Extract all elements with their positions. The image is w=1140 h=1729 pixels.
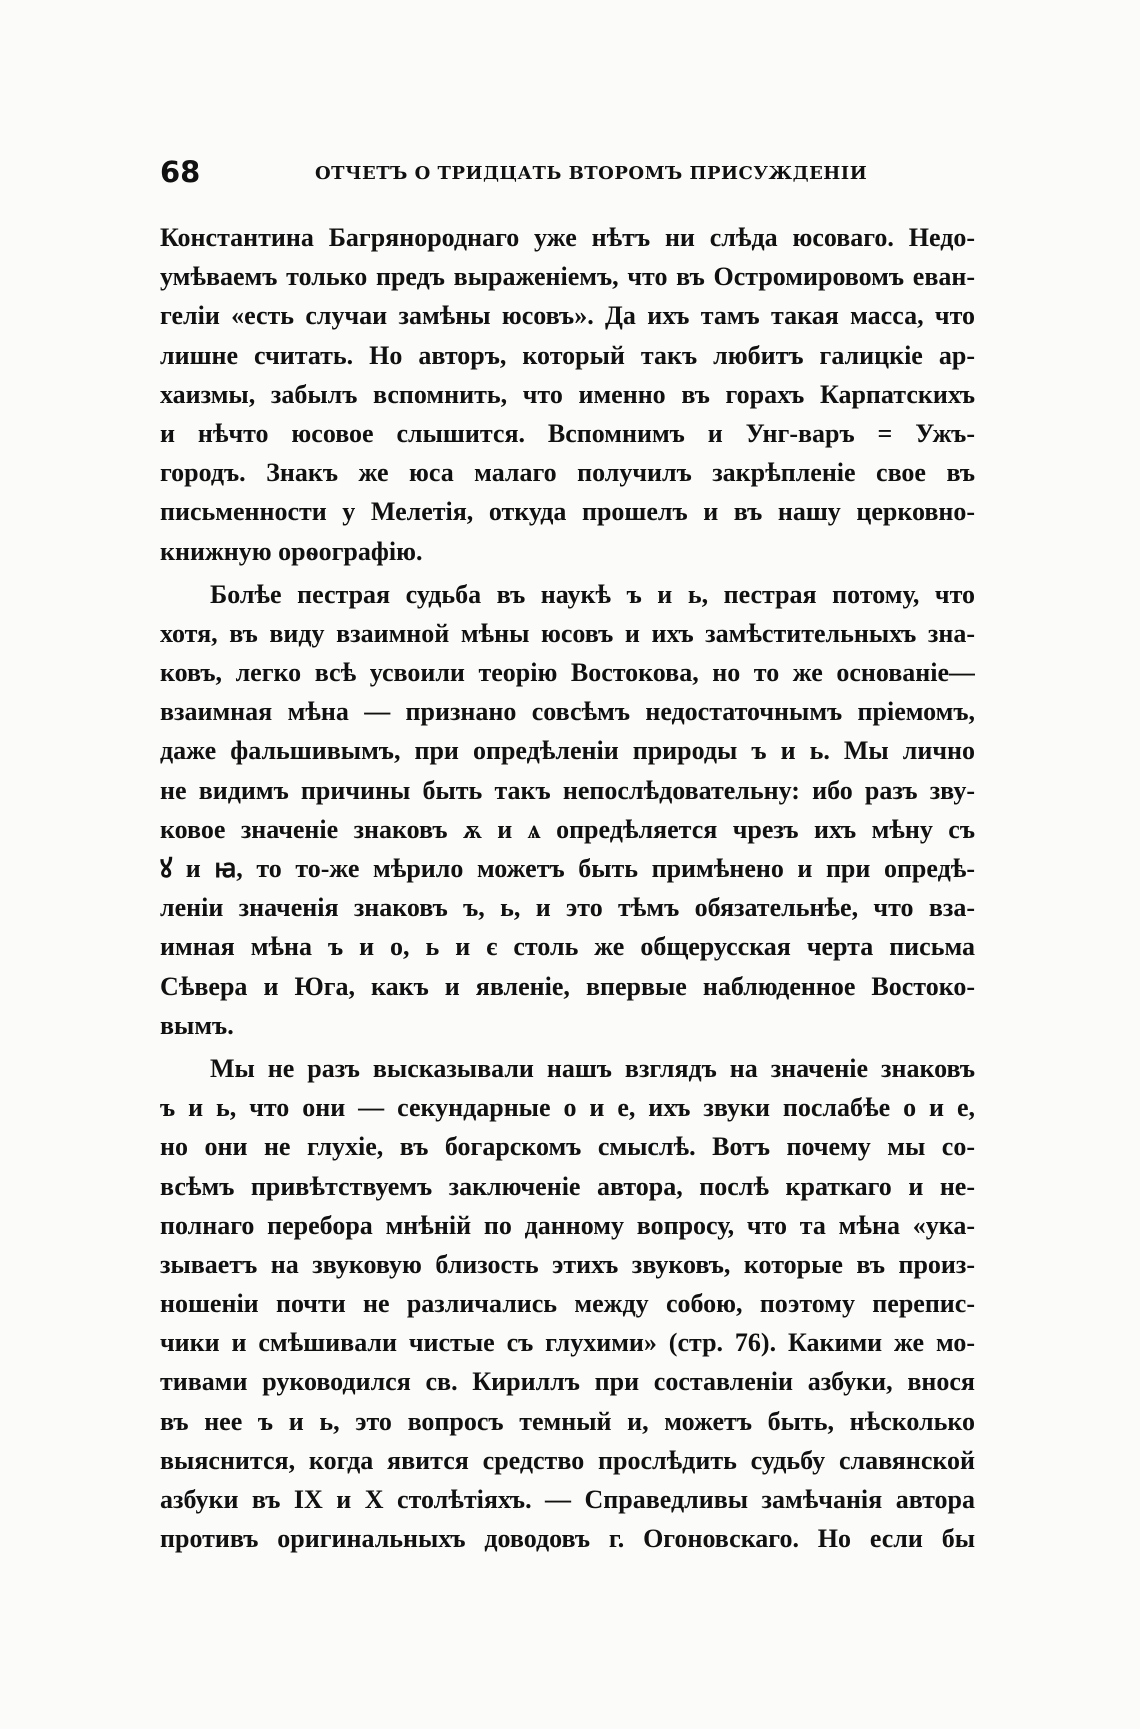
text-line: хаизмы, забылъ вспомнить, что именно въ горахъ Карпатскихъ	[160, 379, 975, 409]
text-line: умѣваемъ только предъ выраженіемъ, что въ Остромировомъ еван-	[160, 262, 975, 292]
text-line: леніи значенія знаковъ ъ, ь, и это тѣмъ обязательнѣе, что вза-	[160, 893, 975, 923]
text-line: взаимная мѣна — признано совсѣмъ недостаточнымъ пріемомъ,	[160, 697, 975, 727]
text-line: и нѣчто юсовое слышится. Вспомнимъ и Унг-варъ = Ужъ-	[160, 418, 975, 448]
text-line: книжную орѳографію.	[160, 536, 423, 566]
text-line: геліи «есть случаи замѣны юсовъ». Да ихъ тамъ такая масса, что	[160, 301, 975, 331]
text-line: въ нее ъ и ь, это вопросъ темный и, можетъ быть, нѣсколько	[160, 1406, 975, 1436]
text-line: тивами руководился св. Кириллъ при составленіи азбуки, внося	[160, 1367, 975, 1397]
text-line: ъ и ь, что они — секундарные о и е, ихъ звуки послабѣе о и е,	[160, 1093, 975, 1123]
paragraph	[160, 1049, 975, 1558]
text-line: Мы не разъ высказывали нашъ взглядъ на значеніе знаковъ	[210, 1053, 975, 1083]
text-line: городъ. Знакъ же юса малаго получилъ закрѣпленіе свое въ	[160, 458, 975, 488]
text-line: Сѣвера и Юга, какъ и явленіе, впервые наблюденное Востоко-	[160, 971, 975, 1001]
paragraph	[160, 575, 975, 1045]
text-line: ковъ, легко всѣ усвоили теорію Востокова, но то же основаніе—	[160, 658, 975, 688]
running-head: ОТЧЕТЪ О ТРИДЦАТЬ ВТОРОМЪ ПРИСУЖДЕНІИ	[315, 163, 868, 184]
text-line: ꙋ и ꙗ, то то-же мѣрило можетъ быть примѣнено и при опредѣ-	[160, 854, 975, 883]
text-line: даже фальшивымъ, при опредѣленіи природы ъ и ь. Мы лично	[160, 736, 975, 766]
text-line: хотя, въ виду взаимной мѣны юсовъ и ихъ замѣстительныхъ зна-	[160, 618, 975, 648]
text-line: зываетъ на звуковую близость этихъ звуковъ, которые въ произ-	[160, 1249, 975, 1279]
text-line: выяснится, когда явится средство прослѣдить судьбу славянской	[160, 1445, 975, 1475]
body-text	[160, 218, 975, 1558]
text-line: противъ оригинальныхъ доводовъ г. Огоновскаго. Но если бы	[160, 1524, 975, 1554]
text-line: Константина Багрянороднаго уже нѣтъ ни слѣда юсоваго. Недо-	[160, 223, 975, 252]
text-line: азбуки въ IX и X столѣтіяхъ. — Справедливы замѣчанія автора	[160, 1485, 975, 1514]
text-line: ковое значеніе знаковъ ѫ и ѧ опредѣляется чрезъ ихъ мѣну съ	[160, 814, 975, 844]
text-line: не видимъ причины быть такъ непослѣдовательну: ибо разъ зву-	[160, 775, 975, 805]
text-line: лишне считать. Но авторъ, который такъ любитъ галицкіе ар-	[160, 340, 975, 370]
page-header	[160, 155, 975, 195]
text-line: чики и смѣшивали чистые съ глухими» (стр. 76). Какими же мо-	[160, 1328, 975, 1358]
text-line: но они не глухіе, въ богарскомъ смыслѣ. Вотъ почему мы со-	[160, 1132, 975, 1162]
text-line: полнаго перебора мнѣній по данному вопросу, что та мѣна «ука-	[160, 1210, 975, 1240]
text-line: Болѣе пестрая судьба въ наукѣ ъ и ь, пестрая потому, что	[210, 579, 975, 609]
text-line: имная мѣна ъ и о, ь и є столь же общерусская черта письма	[160, 932, 975, 962]
text-line: вымъ.	[160, 1010, 234, 1040]
text-line: всѣмъ привѣтствуемъ заключеніе автора, послѣ краткаго и не-	[160, 1171, 975, 1201]
page-number: 68	[160, 155, 201, 189]
text-line: ношеніи почти не различались между собою, поэтому перепис-	[160, 1289, 975, 1319]
paragraph	[160, 218, 975, 571]
text-line: письменности у Мелетія, откуда прошелъ и въ нашу церковно-	[160, 497, 975, 527]
